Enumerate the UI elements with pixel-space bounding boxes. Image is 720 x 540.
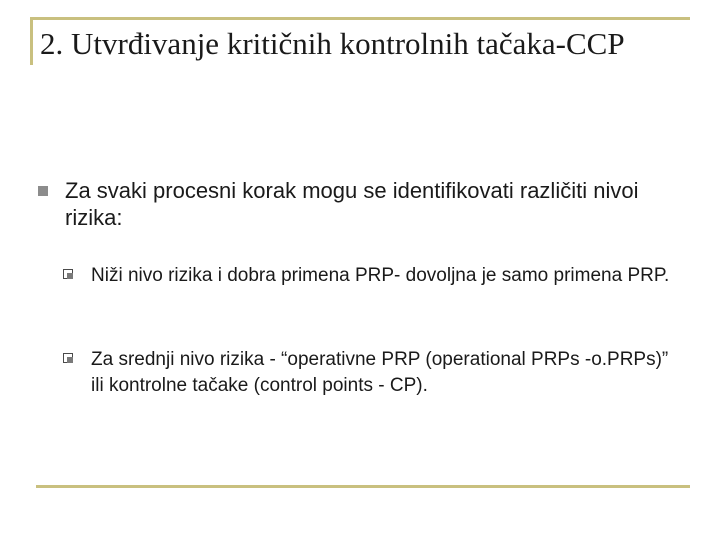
decorative-left-line (30, 17, 33, 65)
bullet-text: Za svaki procesni korak mogu se identifikovati različiti nivoi rizika: (65, 178, 639, 230)
box-bullet-icon (63, 353, 73, 363)
square-bullet-icon (38, 186, 48, 196)
slide-title: 2. Utvrđivanje kritičnih kontrolnih tačaka-CCP (40, 26, 625, 61)
decorative-bottom-line (36, 485, 690, 488)
sub-bullet-item (63, 263, 683, 289)
sub-bullet-text: Niži nivo rizika i dobra primena PRP- dovoljna je samo primena PRP. (91, 265, 670, 286)
box-bullet-icon (63, 269, 73, 279)
sub-bullet-item (63, 347, 683, 399)
bullet-item (38, 177, 678, 231)
decorative-top-line (30, 17, 690, 20)
sub-bullet-text: Za srednji nivo rizika - “operativne PRP (operational PRPs -o.PRPs)” ili kontrolne tačake (control points - CP). (91, 349, 669, 396)
